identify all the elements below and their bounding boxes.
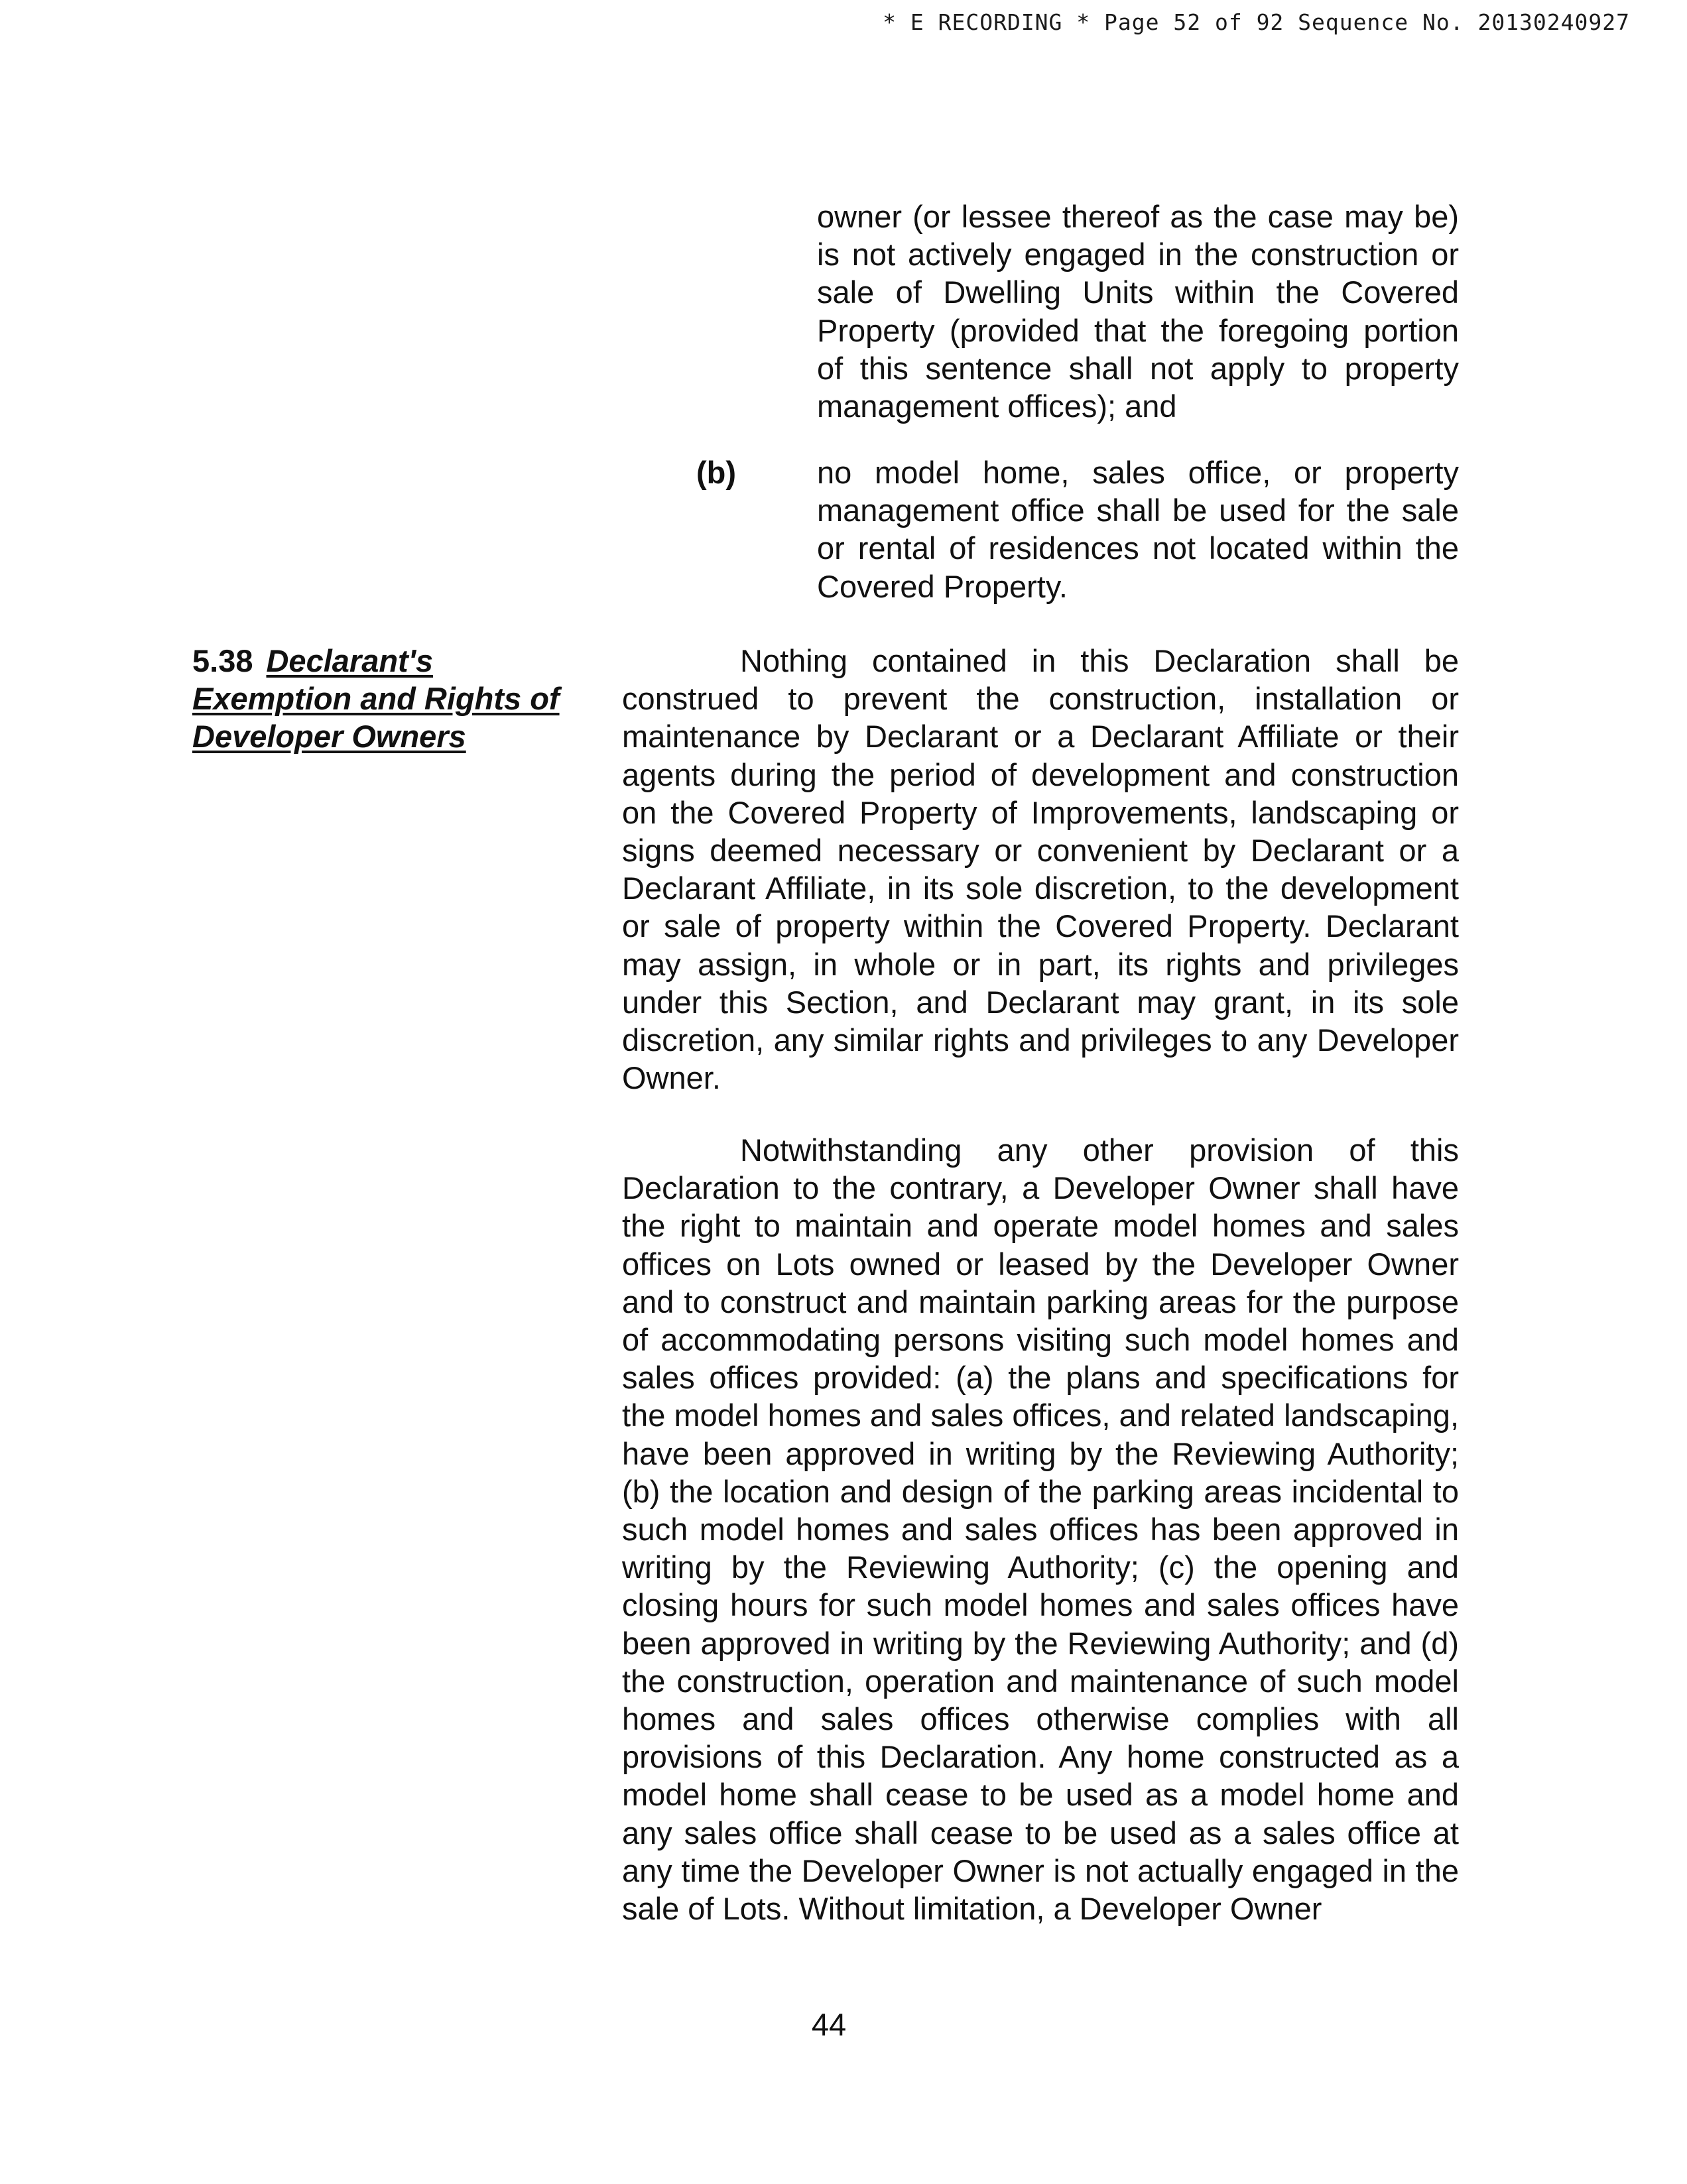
section-paragraph-1: Nothing contained in this Declaration shall be construed to prevent the construction, installation or maintenance by Declarant or a Declarant Affiliate or their agents during the period of development and construction on the Covered Property of Improvements, landscaping or signs deemed necessary or convenient by Declarant or a Declarant Affiliate, in its sole discretion, to the development or sale of property within the Covered Property. Declarant may assign, in whole or in part, its rights and privileges under this Section, and Declarant may grant, in its sole discretion, any similar rights and privileges to any Developer Owner. — [622, 643, 1459, 1096]
continuation-paragraph: owner (or lessee thereof as the case may be) is not actively engaged in the construction or sale of Dwelling Units within the Covered Property (provided that the foregoing portion of this sentence shall not apply to property management offices); and — [817, 199, 1459, 424]
page-number: 44 — [811, 2007, 847, 2042]
section-title: Declarant's Exemption and Rights of Developer Owners — [192, 643, 560, 755]
section-paragraph-2: Notwithstanding any other provision of this Declaration to the contrary, a Developer Owner shall have the right to maintain and operate model homes and sales offices on Lots owned or leased by the Developer Owner and to construct and maintain parking areas for the purpose of accommodating persons visiting such model homes and sales offices provided: (a) the plans and specifications for the model homes and sales offices, and related landscaping, have been approved in writing by the Reviewing Authority; (b) the location and design of the parking areas incidental to such model homes and sales offices has been approved in writing by the Reviewing Authority; (c) the opening and closing hours for such model homes and sales offices have been approved in writing by the Reviewing Authority; and (d) the construction, operation and maintenance of such model homes and sales offices otherwise complies with all provisions of this Declaration. Any home constructed as a model home shall cease to be used as a model home and any sales office shall cease to be used as a sales office at any time the Developer Owner is not actually engaged in the sale of Lots. Without limitation, a Developer Owner — [622, 1132, 1459, 1927]
sub-item-text: no model home, sales office, or property management office shall be used for the sale or rental of residences not located within the Covered Property. — [817, 455, 1459, 604]
sub-item-marker: (b) — [696, 455, 737, 490]
section-heading — [192, 642, 590, 756]
section-number: 5.38 — [192, 643, 253, 678]
recording-stamp: * E RECORDING * Page 52 of 92 Sequence No. 20130240927 — [883, 9, 1630, 35]
